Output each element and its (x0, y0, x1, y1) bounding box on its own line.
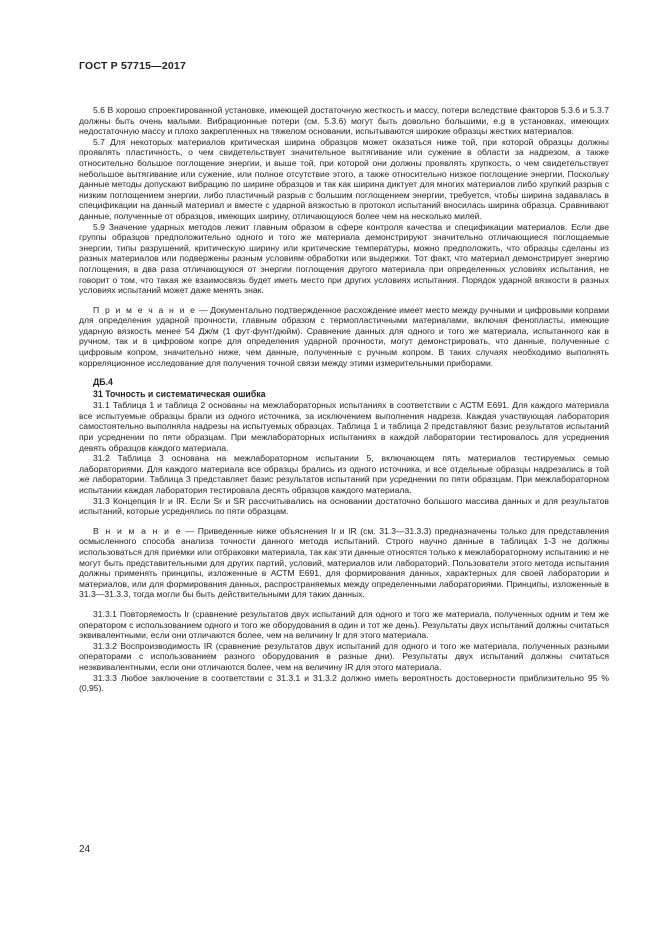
paragraph-31-3-1: 31.3.1 Повторяемость Ir (сравнение результатов двух испытаний для одного и того же материала, полученных одним и тем же оператором с использованием одного и того же оборудования в один и тот же день). Результаты двух испытаний должны считаться эквивалентными, если они отличаются более, чем на величину Ir для этого материала. (79, 608, 609, 641)
note-label: П р и м е ч а н и е (93, 304, 197, 315)
page-number: 24 (79, 844, 91, 855)
document-body (79, 105, 609, 694)
attention-label: В н и м а н и е (93, 525, 183, 536)
note-paragraph (79, 305, 609, 369)
paragraph-31-3-3: 31.3.3 Любое заключение в соответствии с 31.3.1 и 31.3.2 должно иметь вероятность достоверности приблизительно 95 % (0,95). (79, 672, 609, 694)
paragraph-5-7: 5.7 Для некоторых материалов критическая ширина образцов может оказаться ниже той, при которой образцы должны проявлять пластичность, о чем свидетельствует значительное вытягивание или сужение в области за надрезом, а также относительно большое поглощение энергии, и выше той, при которой они должны проявлять хрупкость, о чем свидетельствует небольшое вытягивание или сужение, или полное отсутствие этого, а также относительно низкое поглощение энергии. Поскольку данные методы допускают вибрацию по ширине образцов и так как ширина диктует для многих материалов либо хрупкий разрыв с низким поглощением энергии, либо пластичный разрыв с большим поглощением энергии, требуется, чтобы ширина задавалась в спецификации на данный материал и вместе с ударной вязкостью в протокол испытаний вносилась ширина образца. Сравнивают данные, полученные от образцов, имеющих ширину, отличающуюся более чем на несколько милей. (79, 136, 609, 221)
section-heading-db4: ДБ.4 (93, 377, 113, 388)
section-heading-31: 31 Точность и систематическая ошибка (93, 389, 266, 400)
attention-text: — Приведенные ниже объяснения Ir и IR (см. 31.3—31.3.3) предназначены только для представления осмысленного способа анализа точности данного метода испытаний. Строго научно данные в таблицах 1-3 не должны использоваться для приемки или отбраковки материала, так как эти данные относятся только к межлабораторному испытанию и не могут быть представительными для других партий, условий, материалов или лабораторий. Пользователи этого метода испытания должны применять принципы, изложенные в АСТМ E691, для формирования данных, характерных для своей лаборатории и материалов, или для формирования данных, распространяемых между определенными лабораториями. Принципы, изложенные в 31.3—31.3.3, тогда могли бы быть действительными для таких данных. (79, 525, 609, 600)
paragraph-5-9: 5.9 Значение ударных методов лежит главным образом в сфере контроля качества и спецификации материалов. Если две группы образцов предположительно одного и того же материала демонстрируют значительно отличающиеся поглощаемые энергии, типы разрушений, критическую ширину или критические температуры, можно предположить, что образцы сделаны из разных материалов или подвержены разным условиям обработки или выдержки. Тот факт, что материал демонстрирует энергию поглощения, в два раза отличающуюся от энергии поглощения другого материала при определенных условиях испытания, не говорит о том, что такая же взаимосвязь будет иметь место при других условиях испытания. Порядок ударной вязкости в разных условиях испытаний может даже менять знак. (79, 221, 609, 296)
attention-paragraph (79, 526, 609, 600)
page-header-title: ГОСТ Р 57715—2017 (79, 60, 187, 72)
note-text: — Документально подтвержденное расхождение имеет место между ручными и цифровыми копрами для определения ударной прочности, главным образом с термопластичными материалами, включая фенопласты, имеющие ударную вязкость менее 54 Дж/м (1 фут·фунт/дюйм). Сравнение данных для одного и того же материала, испытанного как в ручном, так и в цифровом копре для определения ударной прочности, могут демонстрировать, что данные, полученные с цифровым копром, значительно ниже, чем данные, полученные с ручным копром. В таких случаях необходимо выполнять корреляционное исследование для получения точной связи между этими измерительными приборами. (79, 304, 609, 368)
paragraph-31-3: 31.3 Концепция Ir и IR. Если Sr и SR рассчитывались на основании достаточно большого массива данных и для результатов испытаний, которые усреднялись по пяти образцам. (79, 495, 609, 517)
paragraph-5-6: 5.6 В хорошо спроектированной установке, имеющей достаточную жесткость и массу, потери вследствие факторов 5.3.6 и 5.3.7 должны быть очень малыми. Вибрационные потери (см. 5.3.6) могут быть довольно большими, e.g в установках, имеющих недостаточную массу и плохо закрепленных на тяжелом основании, испытываются широкие образцы жестких материалов. (79, 105, 609, 137)
paragraph-31-2: 31.2 Таблица 3 основана на межлабораторном испытании 5, включающем пять материалов тестируемых семью лабораториями. Для каждого материала все образцы брались из одного источника, и все отдельные образцы надрезались в той же лаборатории. Таблица 3 представляет базис результатов испытаний при усреднении по пяти образцам. При межлабораторном испытании каждая лаборатория тестировала десять образцов каждого материала. (79, 453, 609, 495)
paragraph-31-1: 31.1 Таблица 1 и таблица 2 основаны на межлабораторных испытаниях в соответствии с АСТМ E691. Для каждого материала все испытуемые образцы брали из одного источника, за исключением выполнения надреза. Каждая участвующая лаборатория самостоятельно выполняла надрезы на испытуемых образцах. Таблица 1 и таблица 2 представляют базис результатов испытаний при усреднении по пяти образцам. При межлабораторных испытаниях в каждой лаборатории тестировалось для усреднения девять образцов каждого материала. (79, 400, 609, 453)
paragraph-31-3-2: 31.3.2 Воспроизводимость IR (сравнение результатов двух испытаний для одного и того же материала, полученных разными операторами с использованием разного оборудования в разные дни). Результаты двух испытаний должны считаться неэквивалентными, если они отличаются более, чем на величину IR для этого материала. (79, 640, 609, 672)
